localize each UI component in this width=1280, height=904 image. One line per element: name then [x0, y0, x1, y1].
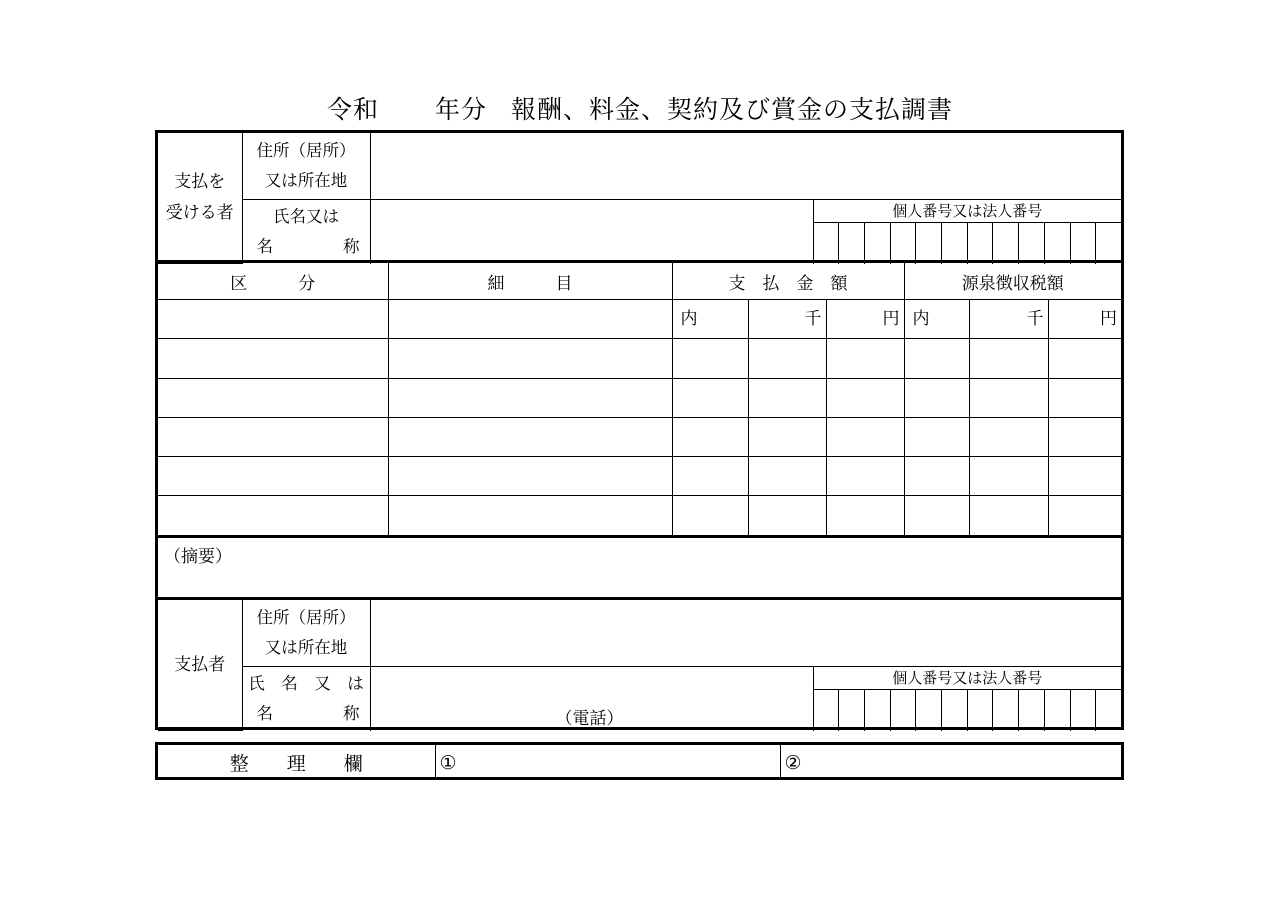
payment-unit-yen[interactable]: 円: [826, 300, 904, 339]
payer-address-label: [242, 600, 370, 666]
header-category: 区 分: [158, 262, 388, 300]
recipient-name-field[interactable]: [370, 199, 813, 264]
table-row: [158, 378, 1121, 417]
seiri-section: [155, 742, 1124, 780]
table-row: [158, 457, 1121, 496]
title-year-suffix: 年分: [434, 95, 487, 124]
title-era: 令和: [326, 95, 379, 124]
recipient-id-number: [813, 199, 1121, 264]
recipient-address-label-1: 住所（居所）: [256, 140, 356, 160]
seiri-mark-2: ②: [784, 751, 802, 774]
payer-address-field[interactable]: [370, 600, 1121, 666]
payer-id-digit-cells[interactable]: [814, 690, 1122, 731]
recipient-address-field[interactable]: [370, 133, 1121, 199]
recipient-label-line1: 支払を: [174, 172, 226, 192]
recipient-address-label-2: 又は所在地: [264, 170, 348, 190]
tax-unit-inner[interactable]: 内: [904, 300, 969, 339]
payer-phone-label: （電話）: [555, 708, 624, 729]
table-row: [158, 339, 1121, 378]
payment-unit-thousand[interactable]: 千: [748, 300, 826, 339]
tax-unit-yen[interactable]: 円: [1048, 300, 1121, 339]
form-title: [0, 90, 1280, 126]
recipient-section: [155, 130, 1124, 263]
recipient-id-label: 個人番号又は法人番号: [814, 200, 1122, 223]
payer-name-label-2: 名 称: [256, 703, 360, 723]
payer-section: [155, 597, 1124, 730]
payer-label: [158, 600, 242, 731]
payer-name-label-1: 氏 名 又 は: [248, 673, 364, 693]
recipient-name-label: [242, 199, 370, 264]
seiri-mark-1: ①: [439, 751, 457, 774]
payer-name-label: [242, 666, 370, 731]
table-row: [158, 417, 1121, 456]
recipient-label: [158, 133, 242, 264]
header-withholding-tax: 源泉徴収税額: [904, 262, 1121, 300]
seiri-label: 整 理 欄: [158, 745, 435, 780]
recipient-id-digit-cells[interactable]: [814, 223, 1122, 264]
row1-detail[interactable]: [388, 300, 672, 339]
recipient-name-label-1: 氏名又は: [273, 206, 339, 226]
title-main: 報酬、料金、契約及び賞金の支払調書: [511, 95, 954, 124]
seiri-field-2[interactable]: [780, 745, 1121, 780]
payer-id-label: 個人番号又は法人番号: [814, 667, 1122, 690]
row1-category[interactable]: [158, 300, 388, 339]
header-payment-amount: 支 払 金 額: [672, 262, 904, 300]
payer-name-field[interactable]: [370, 666, 813, 731]
payer-id-number: [813, 666, 1121, 731]
tax-unit-thousand[interactable]: 千: [969, 300, 1048, 339]
table-row: [158, 496, 1121, 535]
recipient-address-label: [242, 133, 370, 199]
payer-address-label-2: 又は所在地: [264, 637, 348, 657]
remarks-field[interactable]: [158, 538, 1121, 600]
seiri-field-1[interactable]: [435, 745, 780, 780]
header-detail: 細 目: [388, 262, 672, 300]
recipient-name-label-2: 名 称: [256, 236, 360, 256]
payment-unit-inner[interactable]: 内: [672, 300, 748, 339]
payer-label-text: 支払者: [174, 654, 226, 675]
remarks-label: （摘要）: [164, 547, 232, 567]
recipient-label-line2: 受ける者: [165, 203, 234, 223]
payment-detail-table: [155, 260, 1124, 538]
payer-address-label-1: 住所（居所）: [256, 607, 356, 627]
remarks-section: [155, 535, 1124, 600]
